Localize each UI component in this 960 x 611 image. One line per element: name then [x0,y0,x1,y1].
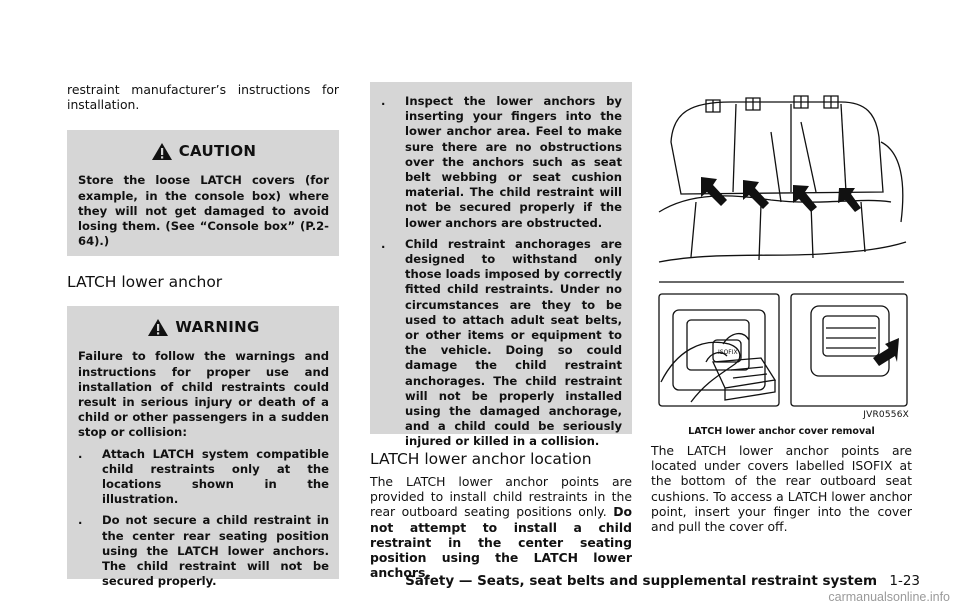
page-number: 1-23 [889,573,920,589]
section-heading-anchor-location: LATCH lower anchor location [370,450,592,468]
section-heading-latch-lower-anchor: LATCH lower anchor [67,273,223,292]
warning-bullet-text: Do not secure a child restraint in the center rear seating position using the LATCH lower anchors. The child restraint will not be secured properly. [102,513,329,589]
bullet-glyph: . [78,513,83,528]
anchor-location-text: The LATCH lower anchor points are provided to install child restraints in the rear outboard seating positions only. [370,474,632,520]
bullet-glyph: . [381,94,386,108]
warning-bullet [78,447,329,508]
column-left [67,82,339,589]
caution-title: CAUTION [178,142,257,161]
warning-continued-box [370,82,632,449]
warning-bullet-text: Inspect the lower anchors by inserting your fingers into the lower anchor area. Feel to make sure there are no obstructions over the anchors such as seat belt webbing or seat cushion material. The child restraint will not be secured properly if the lower anchors are obstructed. [405,94,622,230]
latch-cover-removal-figure [651,82,912,424]
figure-code: JVR0556X [863,410,909,420]
watermark: carmanualsonline.info [828,590,950,604]
column-right [651,82,912,534]
page-footer [405,573,920,589]
caution-header [78,142,329,161]
anchor-location-paragraph [370,474,632,580]
warning-title: WARNING [175,318,260,337]
anchor-location-bold-text: Do not attempt to install a child restraint in the center seating position using the LATCH lower anchors. [370,504,632,581]
warning-bullet-text: Child restraint anchorages are designed to withstand only those loads imposed by correctly fitted child restraints. Under no circumstances are they to be used to attach adult seat belts, or other items or equipment to the vehicle. Doing so could damage the child restraint anchorages. The child restraint will not be properly installed using the damaged anchorage, and a child could be seriously injured or killed in a collision. [405,236,622,449]
warning-text: Failure to follow the warnings and instructions for proper use and installation of child restraints could result in serious injury or death of a child or other passengers in a sudden stop or collision: [78,349,329,440]
column-middle [370,82,632,580]
caution-box [67,130,339,256]
warning-box [67,306,339,589]
caution-text: Store the loose LATCH covers (for example, in the console box) where they will not get damaged to avoid losing them. (See “Console box” (P.2-64).) [78,173,329,249]
warning-bullet [381,94,622,231]
warning-bullet [381,237,622,450]
figure-caption: LATCH lower anchor cover removal [688,426,875,437]
cover-removal-paragraph: The LATCH lower anchor points are located under covers labelled ISOFIX at the bottom of the rear outboard seat cushions. To access a LATCH lower anchor point, insert your finger into the cover and pull the cover off. [651,443,912,535]
intro-text: restraint manufacturer’s instructions for installation. [67,82,339,113]
arrow-icon [873,338,899,366]
warning-triangle-icon [147,318,169,337]
isofix-label: ISOFIX [718,349,738,356]
bullet-glyph: . [78,446,83,461]
latch-anchor-illustration [651,82,912,408]
footer-section-title: Safety — Seats, seat belts and supplemental restraint system [405,573,878,589]
warning-bullet-text: Attach LATCH system compatible child restraints only at the locations shown in the illustration. [102,446,329,507]
warning-bullet [78,513,329,589]
warning-triangle-icon [151,142,173,161]
bullet-glyph: . [381,236,386,251]
warning-header [78,318,329,337]
